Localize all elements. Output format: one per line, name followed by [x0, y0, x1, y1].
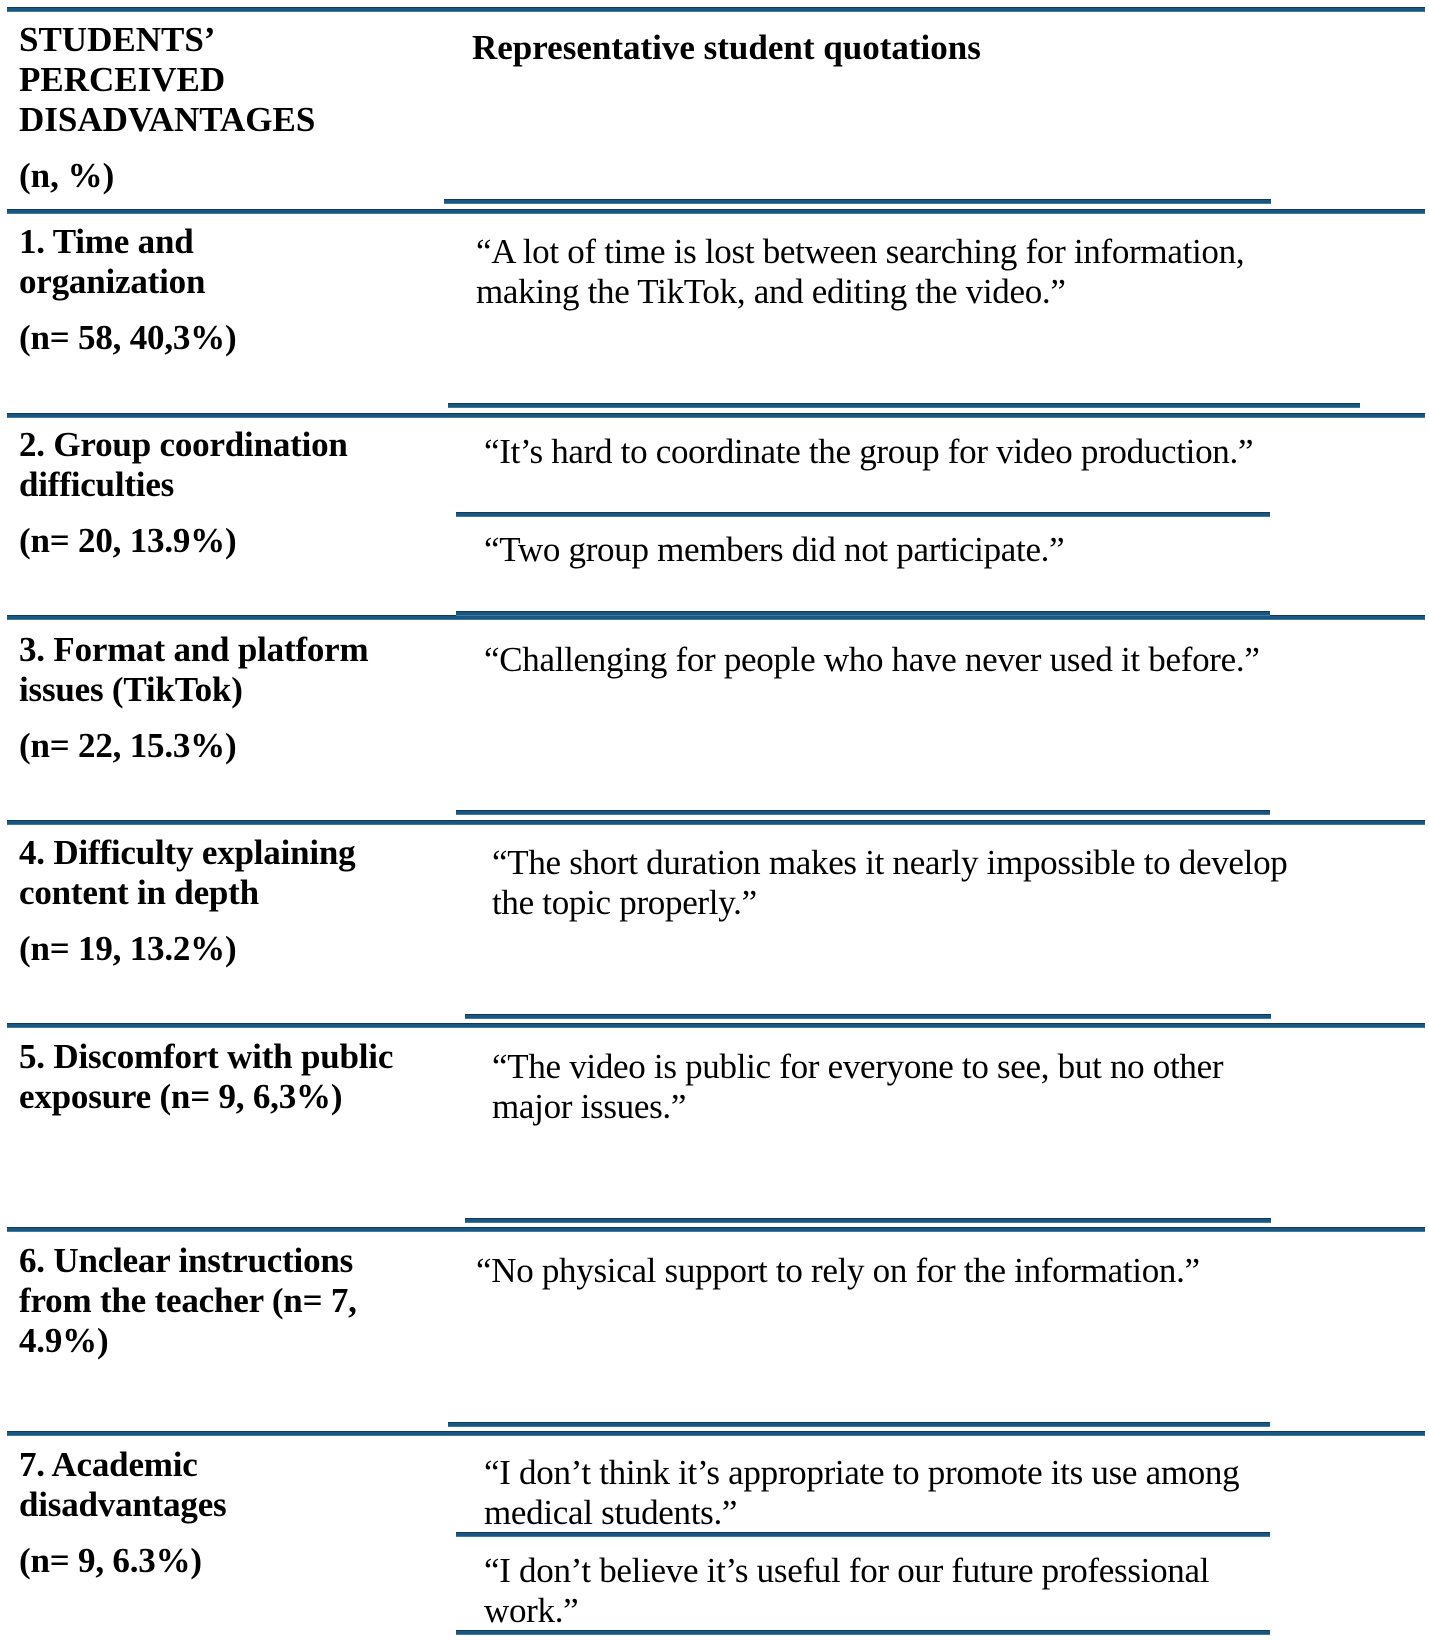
row1-category [19, 222, 439, 358]
row5-quote-underline [465, 1218, 1271, 1223]
row6-category [19, 1241, 439, 1361]
category-line: 4.9%) [19, 1321, 109, 1360]
category-line: 2. Group coordination [19, 425, 348, 464]
header-category-sub: (n, %) [19, 156, 115, 195]
header-category-line: STUDENTS’ [19, 20, 216, 59]
quote-line: “The video is public for everyone to see, but no other [492, 1047, 1224, 1086]
quote-line: “I don’t believe it’s useful for our future professional [484, 1551, 1210, 1590]
row1-quote-underline [448, 403, 1360, 408]
category-line: content in depth [19, 873, 259, 912]
row6-quote1 [476, 1251, 1200, 1291]
quote-line: “I don’t think it’s appropriate to promote its use among [484, 1453, 1240, 1492]
category-count: (n= 19, 13.2%) [19, 929, 237, 968]
header-category-column [19, 20, 419, 196]
row3-category [19, 630, 439, 766]
row2-quote2-underline [456, 611, 1270, 616]
row7-quote1 [484, 1453, 1239, 1533]
category-line: 3. Format and platform [19, 630, 369, 669]
header-quote-underline [444, 199, 1271, 204]
quote-line: major issues.” [492, 1087, 687, 1126]
header-quote-column: Representative student quotations [472, 28, 981, 67]
category-line: 7. Academic [19, 1445, 198, 1484]
category-line: 6. Unclear instructions [19, 1241, 354, 1280]
row3-bottom-rule [7, 820, 1425, 825]
quote-line: making the TikTok, and editing the video.” [476, 272, 1066, 311]
row2-quote1-underline [456, 512, 1270, 517]
category-line: difficulties [19, 465, 175, 504]
category-line: organization [19, 262, 206, 301]
row4-category [19, 833, 439, 969]
row5-bottom-rule [7, 1227, 1425, 1232]
quote-line: work.” [484, 1591, 579, 1630]
quote-line: “The short duration makes it nearly impossible to develop [492, 843, 1288, 882]
row3-quote1 [484, 640, 1260, 680]
quote-line: the topic properly.” [492, 883, 757, 922]
quote-line: “Two group members did not participate.” [484, 530, 1065, 569]
row4-bottom-rule [7, 1023, 1425, 1028]
table-top-rule [7, 7, 1425, 12]
quote-line: “A lot of time is lost between searching for information, [476, 232, 1245, 271]
category-line: issues (TikTok) [19, 670, 243, 709]
row2-quote2 [484, 530, 1064, 570]
category-count: (n= 58, 40,3%) [19, 318, 237, 357]
header-category-line: DISADVANTAGES [19, 100, 316, 139]
row2-category [19, 425, 439, 561]
quote-line: medical students.” [484, 1493, 738, 1532]
category-line: from the teacher (n= 7, [19, 1281, 357, 1320]
category-line: 1. Time and [19, 222, 194, 261]
row7-quote2 [484, 1551, 1209, 1631]
row1-quote1 [476, 232, 1244, 312]
header-category-line: PERCEIVED [19, 60, 226, 99]
header-bottom-rule [7, 209, 1425, 214]
row3-quote-underline [456, 810, 1270, 815]
quote-line: “No physical support to rely on for the information.” [476, 1251, 1200, 1290]
row5-quote1 [492, 1047, 1223, 1127]
category-line: exposure (n= 9, 6,3%) [19, 1077, 343, 1116]
category-line: disadvantages [19, 1485, 227, 1524]
row4-quote1 [492, 843, 1288, 923]
quote-line: “Challenging for people who have never used it before.” [484, 640, 1260, 679]
row4-quote-underline [465, 1014, 1271, 1019]
row6-bottom-rule [7, 1431, 1425, 1436]
category-count: (n= 9, 6.3%) [19, 1541, 202, 1580]
row7-category [19, 1445, 439, 1581]
row2-quote1 [484, 432, 1253, 472]
row5-category [19, 1037, 439, 1117]
category-count: (n= 20, 13.9%) [19, 521, 237, 560]
category-count: (n= 22, 15.3%) [19, 726, 237, 765]
row1-bottom-rule [7, 413, 1425, 418]
category-line: 4. Difficulty explaining [19, 833, 356, 872]
quote-line: “It’s hard to coordinate the group for video production.” [484, 432, 1254, 471]
category-line: 5. Discomfort with public [19, 1037, 394, 1076]
row6-quote-underline [448, 1422, 1270, 1427]
